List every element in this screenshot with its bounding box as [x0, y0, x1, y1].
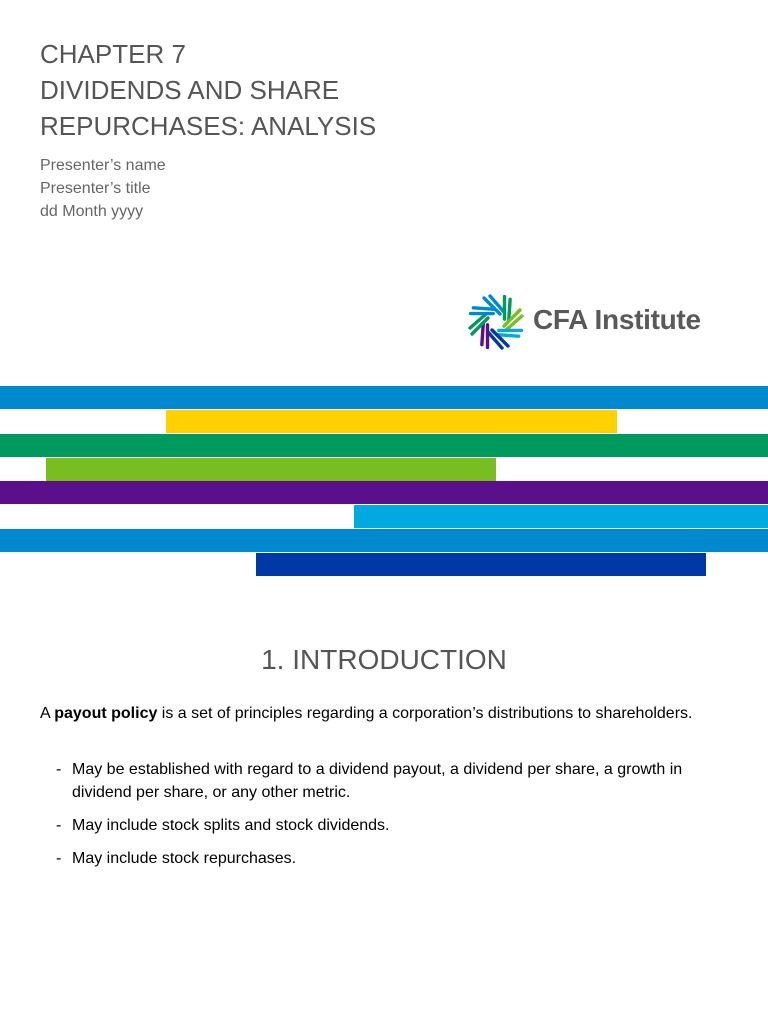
chapter-title-line: CHAPTER 7: [40, 39, 186, 69]
stripe-1: [0, 386, 768, 409]
bullet-item: [56, 814, 736, 837]
stripe-7: [0, 529, 768, 552]
presenter-name: Presenter’s name: [40, 157, 166, 174]
presenter-info: [40, 154, 166, 223]
bullet-list: [56, 758, 736, 880]
bullet-item: [56, 847, 736, 870]
chapter-title: [40, 36, 376, 144]
bullet-text: May be established with regard to a dividend payout, a dividend per share, a growth in dividend per share, or any other metric.: [72, 761, 683, 801]
bullet-marker: -: [56, 817, 62, 834]
section-heading: 1. INTRODUCTION: [261, 644, 507, 675]
intro-suffix: is a set of principles regarding a corporation’s distributions to shareholders.: [157, 705, 693, 722]
payout-policy-term: payout policy: [54, 705, 158, 722]
stripe-3: [0, 434, 768, 457]
bullet-item: [56, 758, 736, 804]
bullet-text: May include stock splits and stock dividends.: [72, 817, 390, 834]
intro-prefix: A: [40, 705, 55, 722]
stripe-8: [256, 553, 706, 576]
bullet-marker: -: [56, 850, 62, 867]
chapter-title-line: DIVIDENDS AND SHARE: [40, 75, 340, 105]
logo-text: CFA Institute: [533, 304, 701, 335]
content-slide: [0, 600, 768, 1024]
intro-paragraph: [40, 702, 730, 725]
chapter-title-line: REPURCHASES: ANALYSIS: [40, 111, 377, 141]
stripe-6: [354, 505, 768, 528]
bullet-marker: -: [56, 761, 62, 778]
stripe-5: [0, 481, 768, 504]
cfa-institute-logo-icon: [466, 292, 526, 352]
stripe-2: [166, 410, 617, 433]
stripe-4: [46, 458, 496, 481]
presenter-title: Presenter’s title: [40, 180, 151, 197]
presentation-date: dd Month yyyy: [40, 203, 144, 220]
bullet-text: May include stock repurchases.: [72, 850, 297, 867]
